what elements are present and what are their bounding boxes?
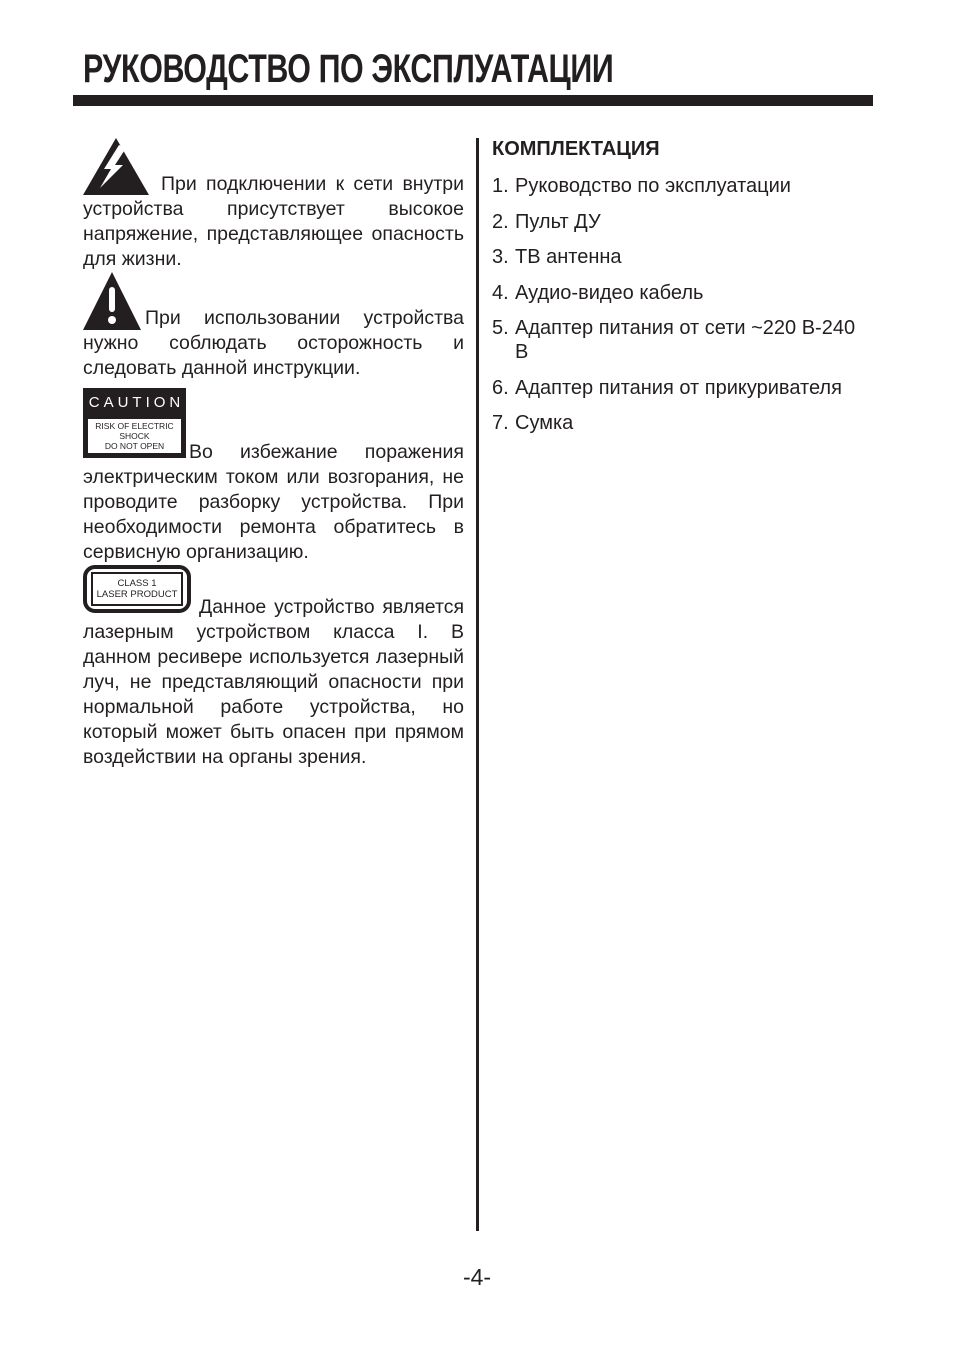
list-item bbox=[492, 376, 872, 400]
item-label: Адаптер питания от прикуривателя bbox=[515, 376, 842, 399]
package-contents-list bbox=[492, 174, 872, 435]
laser-warning bbox=[83, 565, 464, 770]
column-divider bbox=[476, 138, 479, 1231]
package-contents-section bbox=[492, 137, 872, 447]
caution-label-line2: DO NOT OPEN bbox=[104, 441, 165, 451]
item-label: Сумка bbox=[515, 412, 574, 434]
high-voltage-warning bbox=[83, 138, 464, 272]
page-number: -4- bbox=[462, 1264, 492, 1290]
laser-label-line1: CLASS 1 bbox=[117, 578, 157, 589]
item-number: 1. bbox=[492, 175, 509, 197]
title-rule bbox=[73, 95, 873, 106]
item-number: 7. bbox=[492, 412, 509, 434]
item-label: Аудио-видео кабель bbox=[515, 281, 704, 304]
item-label: Пульт ДУ bbox=[515, 210, 601, 233]
high-voltage-triangle-icon bbox=[83, 138, 149, 200]
laser-label-line2: LASER PRODUCT bbox=[96, 589, 178, 600]
item-number: 2. bbox=[492, 210, 509, 233]
caution-label-title: CAUTION bbox=[88, 394, 185, 411]
caution-label-box bbox=[83, 388, 186, 458]
list-item bbox=[492, 316, 872, 364]
caution-label-body bbox=[86, 417, 183, 455]
caution-label bbox=[83, 388, 186, 458]
laser-label-box bbox=[83, 565, 191, 613]
list-item bbox=[492, 174, 872, 198]
laser-label-body bbox=[91, 572, 183, 606]
exclamation-triangle-icon bbox=[83, 272, 141, 335]
class1-laser-label bbox=[83, 565, 191, 613]
warning-text: Данное устройство является лазерным устройством класса I. В данном ресивере используется лазерный луч, не представляющий опасности при нормальной работе устройства, но который может быть опасен при прямом воздействии на органы зрения. bbox=[83, 596, 464, 768]
item-number: 5. bbox=[492, 317, 509, 339]
list-item bbox=[492, 245, 872, 269]
list-item bbox=[492, 411, 872, 435]
item-number: 6. bbox=[492, 376, 509, 399]
attention-warning bbox=[83, 272, 464, 381]
list-item bbox=[492, 281, 872, 305]
item-label: ТВ антенна bbox=[515, 246, 622, 268]
item-number: 3. bbox=[492, 246, 509, 268]
warning-text: Во избежание поражения электрическим током или возгорания, не проводите разборку устройства. При необходимости ремонта обратитесь в сервисную организацию. bbox=[83, 441, 464, 563]
item-number: 4. bbox=[492, 281, 509, 304]
item-label: Руководство по эксплуатации bbox=[515, 175, 791, 197]
warning-text: При подключении к сети внутри устройства присутствует высокое напряжение, представляющее опасность для жизни. bbox=[83, 173, 464, 270]
list-item bbox=[492, 210, 872, 234]
warning-text: При использовании устройства нужно соблюдать осторожность и следовать данной инструкции. bbox=[83, 307, 464, 379]
page-title: РУКОВОДСТВО ПО ЭКСПЛУАТАЦИИ bbox=[83, 47, 614, 91]
caution-warning bbox=[83, 388, 464, 565]
caution-label-line1: RISK OF ELECTRIC SHOCK bbox=[95, 421, 174, 441]
package-contents-heading: КОМПЛЕКТАЦИЯ bbox=[492, 138, 660, 160]
item-label: Адаптер питания от сети ~220 В-240 В bbox=[515, 317, 856, 363]
